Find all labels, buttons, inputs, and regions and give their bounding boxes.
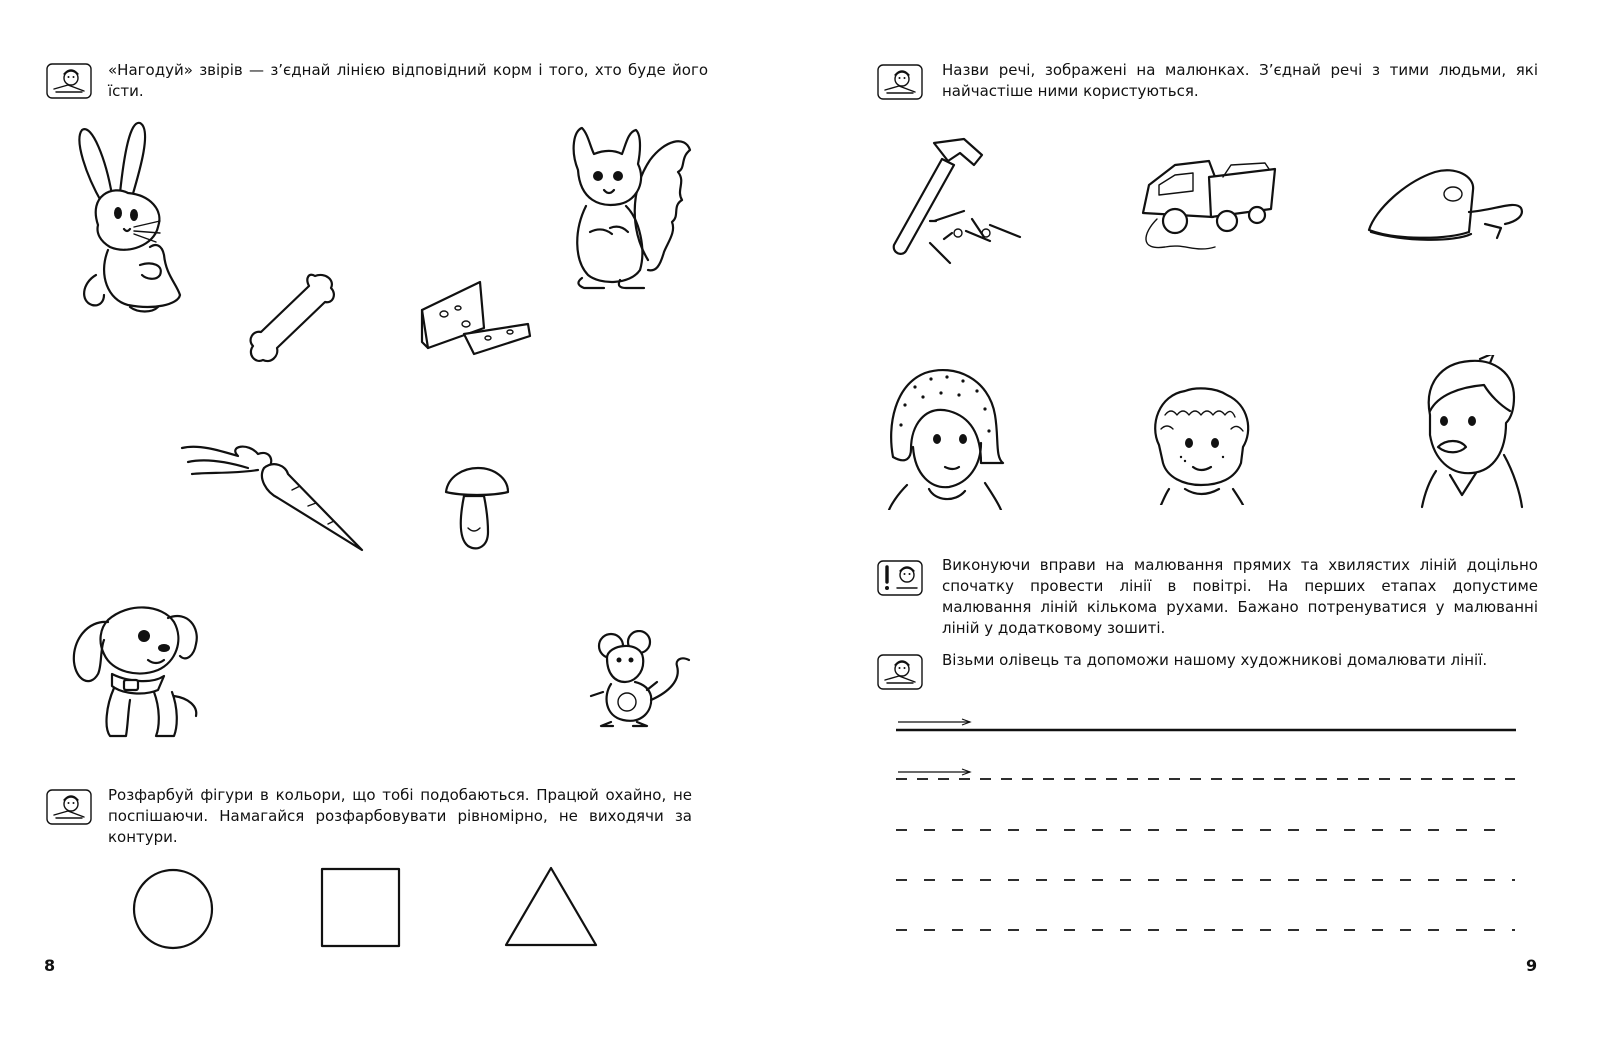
- man-moustache-picture: [1410, 355, 1530, 510]
- circle-shape[interactable]: [131, 867, 215, 951]
- carrot-picture: [178, 440, 368, 555]
- task-draw-lines-text: Візьми олівець та допоможи нашому художникові домалювати лінії.: [942, 651, 1488, 669]
- dog-picture: [68, 600, 208, 745]
- toy-truck-picture: [1135, 155, 1280, 260]
- mouse-picture: [585, 630, 695, 730]
- boy-pencil-icon: [877, 64, 923, 100]
- boy-pencil-icon: [46, 789, 92, 825]
- squirrel-picture: [560, 120, 700, 290]
- bone-picture: [245, 270, 340, 365]
- cheese-picture: [418, 278, 533, 358]
- task-coloring-text: Розфарбуй фігури в кольори, що тобі подобаються. Працюй охайно, не поспішаючи. Намагайся розфарбовувати рівномірно, не виходячи за контури.: [108, 786, 692, 846]
- mushroom-picture: [442, 466, 512, 551]
- note-text: Виконуючи вправи на малювання прямих та хвилястих ліній доцільно спочатку провести лінії в повітрі. На перших етапах допустиме малювання ліній кількома рухами. Бажано потренуватися у малюванні ліній у додатковому зошиті.: [942, 556, 1538, 637]
- line-tracing-area[interactable]: [890, 712, 1525, 942]
- boy-pencil-icon: [46, 63, 92, 99]
- hammer-nails-picture: [890, 135, 1025, 265]
- rabbit-picture: [68, 115, 186, 315]
- page-number-right: 9: [1526, 956, 1538, 975]
- curly-boy-picture: [1145, 385, 1255, 505]
- boy-pencil-icon: [877, 654, 923, 690]
- task-name-objects-text: Назви речі, зображені на малюнках. З’єднай речі з тими людьми, які найчастіше ними користуються.: [942, 61, 1538, 100]
- page-number-left: 8: [44, 956, 56, 975]
- square-shape[interactable]: [320, 867, 402, 949]
- woman-headscarf-picture: [885, 365, 1005, 510]
- task-feed-animals-text: «Нагодуй» звірів — з’єднай лінією відповідний корм і того, хто буде його їсти.: [108, 61, 708, 100]
- exclamation-boy-icon: [877, 560, 923, 596]
- iron-picture: [1365, 160, 1530, 245]
- triangle-shape[interactable]: [504, 866, 598, 948]
